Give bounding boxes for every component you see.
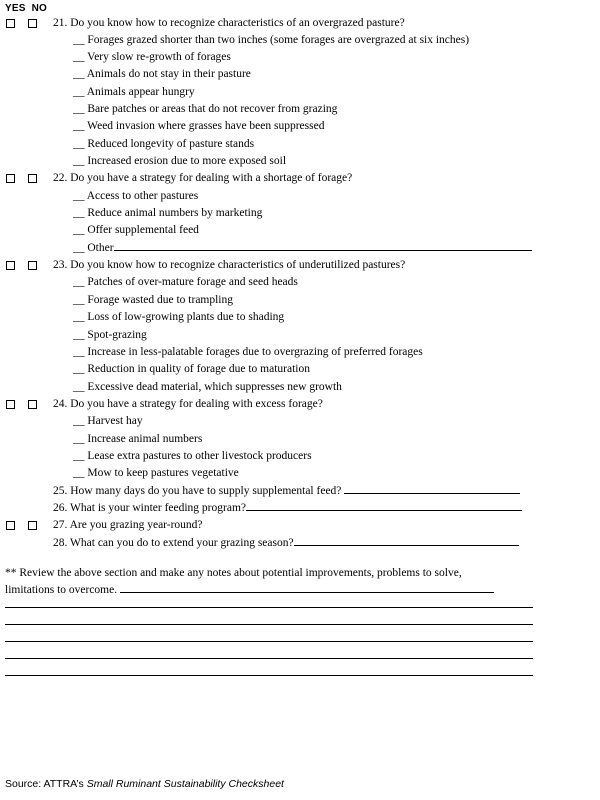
q27-no-checkbox[interactable]	[28, 521, 37, 530]
q22-no-checkbox[interactable]	[28, 174, 37, 183]
source-prefix: Source: ATTRA’s	[5, 778, 87, 790]
no-column-label: NO	[31, 3, 48, 14]
q23-text: 23. Do you know how to recognize characteristics of underutilized pastures?	[53, 259, 406, 271]
review-instruction-line1: ** Review the above section and make any notes about potential improvements, problems to solve,	[5, 567, 462, 579]
q24-yes-checkbox[interactable]	[6, 400, 15, 409]
notes-line[interactable]	[5, 658, 533, 659]
q28-text: 28. What can you do to extend your grazing season?	[53, 537, 294, 549]
other-label: __ Other	[73, 242, 114, 254]
q21-text: 21. Do you know how to recognize characteristics of an overgrazed pasture?	[53, 17, 405, 29]
q26-answer-line[interactable]	[246, 501, 522, 511]
q22-text: 22. Do you have a strategy for dealing with a shortage of forage?	[53, 172, 353, 184]
q21-yes-checkbox[interactable]	[6, 19, 15, 28]
q25-text: 25. How many days do you have to supply supplemental feed?	[53, 485, 342, 497]
notes-line[interactable]	[5, 641, 533, 642]
q21-no-checkbox[interactable]	[28, 19, 37, 28]
q24-no-checkbox[interactable]	[28, 400, 37, 409]
notes-line[interactable]	[5, 675, 533, 676]
notes-line[interactable]	[5, 624, 533, 625]
q24-text: 24. Do you have a strategy for dealing with excess forage?	[53, 398, 323, 410]
q26-text: 26. What is your winter feeding program?	[53, 502, 246, 514]
q28-answer-line[interactable]	[294, 536, 519, 546]
q22-yes-checkbox[interactable]	[6, 174, 15, 183]
review-instruction-line2: limitations to overcome.	[5, 582, 545, 598]
source-title: Small Ruminant Sustainability Checksheet	[86, 778, 284, 790]
q23-no-checkbox[interactable]	[28, 261, 37, 270]
review-answer-line[interactable]	[120, 583, 494, 593]
source-citation	[5, 778, 284, 790]
q23-yes-checkbox[interactable]	[6, 261, 15, 270]
yes-column-label: YES	[5, 3, 26, 14]
q27-text: 27. Are you grazing year-round?	[53, 519, 203, 531]
other-answer-line[interactable]	[114, 241, 532, 251]
q27-yes-checkbox[interactable]	[6, 521, 15, 530]
column-header	[5, 3, 53, 14]
q25-answer-line[interactable]	[344, 484, 520, 494]
notes-line[interactable]	[5, 607, 533, 608]
